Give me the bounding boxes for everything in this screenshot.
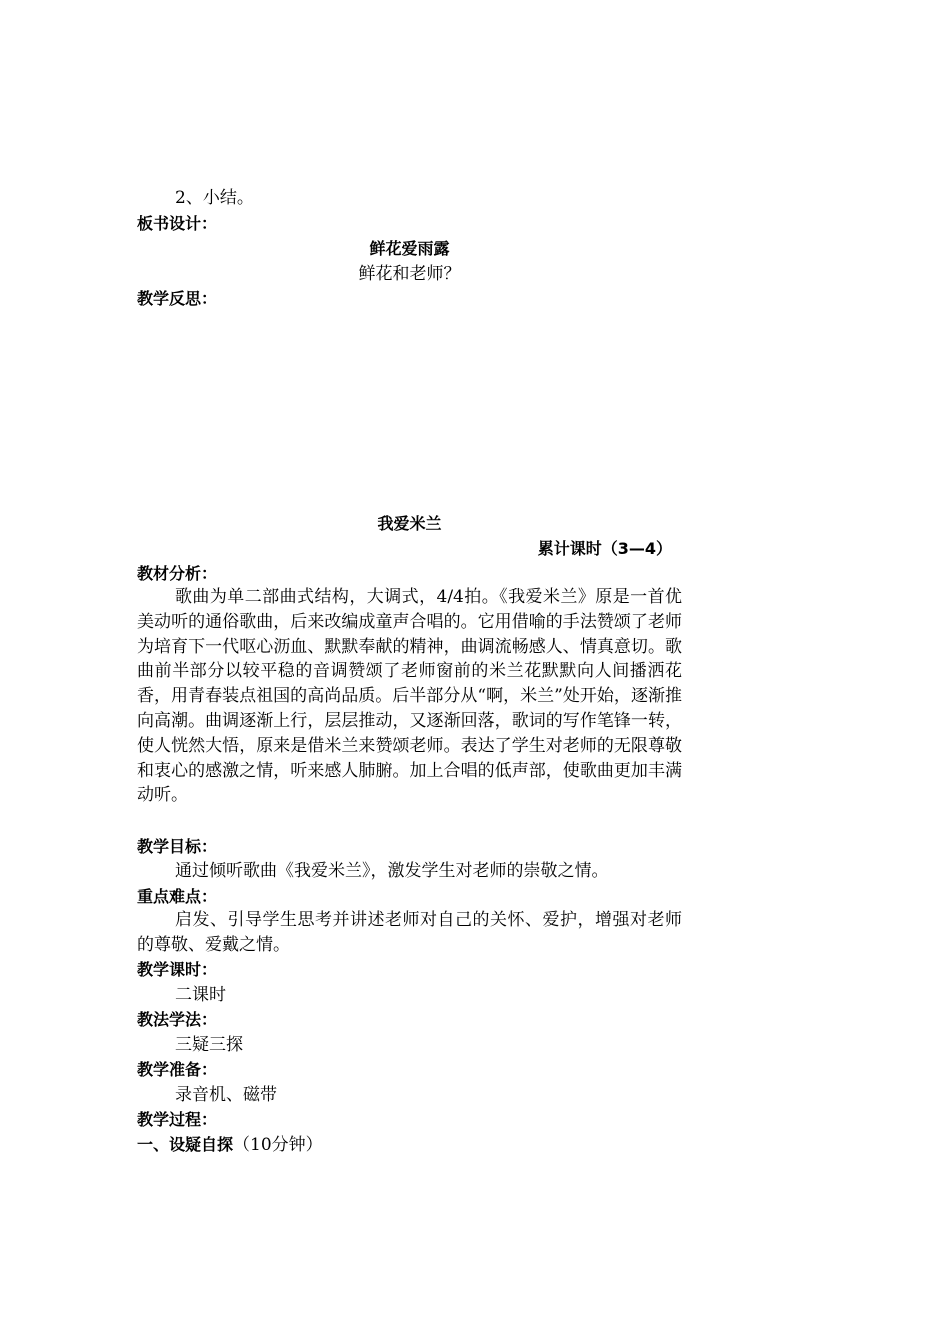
board-subtitle: 鲜花和老师？	[358, 264, 461, 284]
step-one-heading	[137, 1133, 682, 1157]
reflection-heading: 教学反思：	[137, 289, 218, 308]
material-analysis-heading: 教材分析：	[137, 564, 218, 583]
summary-item: 2、小结。	[175, 188, 254, 208]
material-analysis-text: 歌曲为单二部曲式结构，大调式，4/4拍。《我爱米兰》原是一首优美动听的通俗歌曲，后来改编成童声合唱的。它用借喻的手法赞颂了老师为培育下一代呕心沥血、默默奉献的精神，曲调流畅感人、情真意切。歌曲前半部分以较平稳的音调赞颂了老师窗前的米兰花默默向人间播洒花香，用青春装点祖国的高尚品质。后半部分从“啊，米兰”处开始，逐渐推向高潮。曲调逐渐上行，层层推动，又逐渐回落，歌词的写作笔锋一转，使人恍然大悟，原来是借米兰来赞颂老师。表达了学生对老师的无限尊敬和衷心的感激之情，听来感人肺腑。加上合唱的低声部，使歌曲更加丰满动听。	[137, 587, 682, 806]
objective-heading: 教学目标：	[137, 837, 218, 856]
preparation-heading: 教学准备：	[137, 1060, 218, 1079]
hours-text: 二课时	[175, 985, 226, 1005]
step-one-time: （10分钟）	[233, 1135, 323, 1155]
lesson-title: 我爱米兰	[377, 514, 442, 533]
key-points-text: 启发、引导学生思考并讲述老师对自己的关怀、爱护，增强对老师的尊敬、爱戴之情。	[137, 910, 682, 955]
method-heading: 教法学法：	[137, 1010, 218, 1029]
cumulative-hours: 累计课时（3—4）	[537, 539, 672, 558]
board-title: 鲜花爱雨露	[369, 239, 450, 258]
objective-text: 通过倾听歌曲《我爱米兰》，激发学生对老师的崇敬之情。	[175, 861, 609, 881]
process-heading: 教学过程：	[137, 1110, 218, 1129]
board-design-heading: 板书设计：	[137, 214, 218, 233]
hours-heading: 教学课时：	[137, 960, 218, 979]
preparation-text: 录音机、磁带	[175, 1085, 277, 1105]
method-text: 三疑三探	[175, 1035, 243, 1055]
key-points-heading: 重点难点：	[137, 887, 218, 906]
step-one-label: 一、设疑自探	[137, 1135, 234, 1154]
